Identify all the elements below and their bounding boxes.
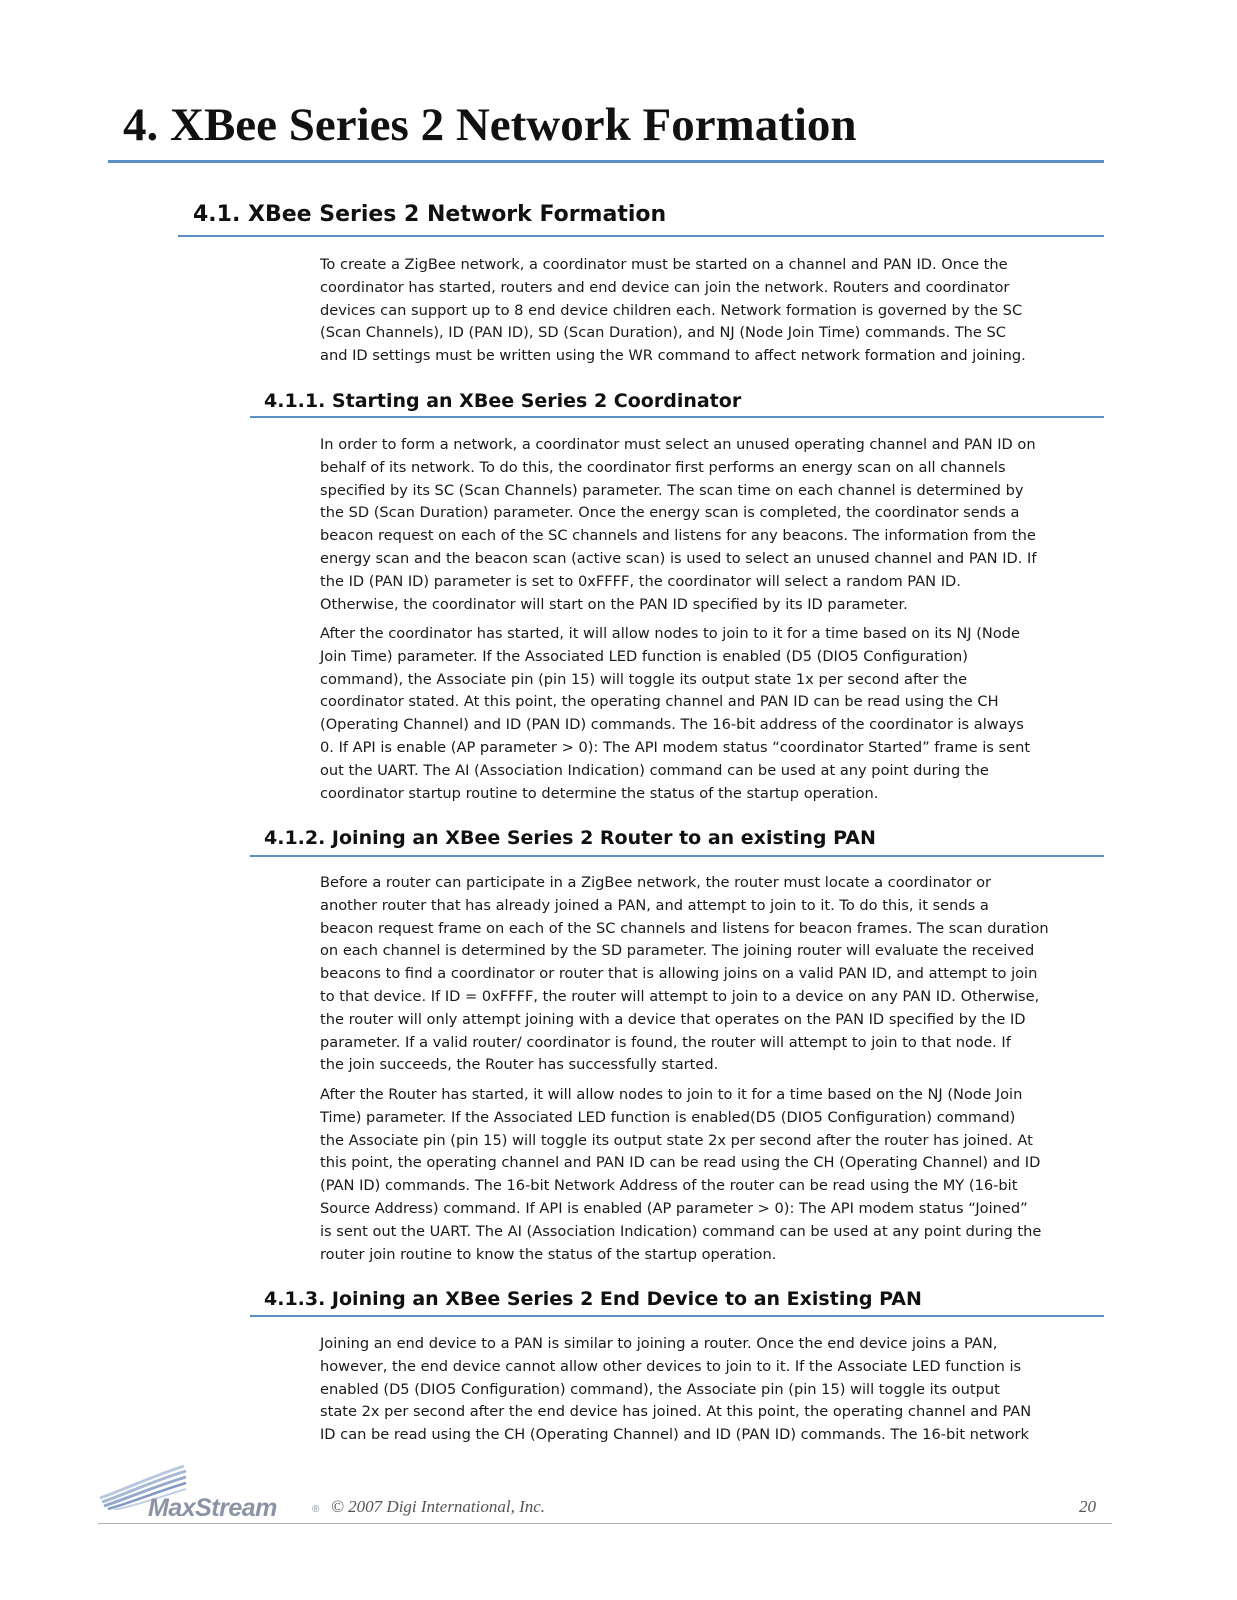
text-line: Otherwise, the coordinator will start on the PAN ID specified by its ID parameter. (320, 595, 908, 613)
text-line: the Associate pin (pin 15) will toggle its output state 2x per second after the router has joined. At (320, 1131, 1033, 1149)
text-line: command), the Associate pin (pin 15) will toggle its output state 1x per second after the (320, 670, 968, 688)
text-line: behalf of its network. To do this, the coordinator first performs an energy scan on all channels (320, 458, 1006, 476)
text-line: the router will only attempt joining with a device that operates on the PAN ID specified by the ID (320, 1010, 1026, 1028)
router-paragraph-2 (320, 1084, 1104, 1266)
text-line: parameter. If a valid router/ coordinator is found, the router will attempt to join to that node. If (320, 1033, 1011, 1051)
text-line: enabled (D5 (DIO5 Configuration) command), the Associate pin (pin 15) will toggle its output (320, 1380, 1000, 1398)
text-line: coordinator has started, routers and end device can join the network. Routers and coordinator (320, 278, 1010, 296)
subsection-heading-end-device: 4.1.3. Joining an XBee Series 2 End Device to an Existing PAN (264, 1288, 922, 1310)
copyright-notice: © 2007 Digi International, Inc. (331, 1497, 546, 1516)
coordinator-paragraph-2 (320, 623, 1104, 805)
subsection-heading-rule (250, 855, 1104, 857)
text-line: coordinator stated. At this point, the operating channel and PAN ID can be read using the CH (320, 693, 999, 711)
text-line: however, the end device cannot allow other devices to join to it. If the Associate LED function is (320, 1357, 1022, 1375)
text-line: specified by its SC (Scan Channels) parameter. The scan time on each channel is determined by (320, 481, 1024, 499)
registered-mark: ® (312, 1504, 320, 1515)
text-line: this point, the operating channel and PAN ID can be read using the CH (Operating Channel) and ID (320, 1154, 1041, 1172)
text-line: beacons to find a coordinator or router that is allowing joins on a valid PAN ID, and attempt to join (320, 965, 1038, 983)
text-line: coordinator startup routine to determine the status of the startup operation. (320, 784, 879, 802)
text-line: is sent out the UART. The AI (Association Indication) command can be used at any point during the (320, 1222, 1042, 1240)
text-line: Joining an end device to a PAN is similar to joining a router. Once the end device joins a PAN, (320, 1335, 998, 1352)
subsection-heading-rule (250, 1315, 1104, 1317)
chapter-title: 4. XBee Series 2 Network Formation (123, 99, 857, 151)
text-line: (Scan Channels), ID (PAN ID), SD (Scan Duration), and NJ (Node Join Time) commands. The SC (320, 324, 1006, 342)
text-line: the SD (Scan Duration) parameter. Once the energy scan is completed, the coordinator sends a (320, 504, 1020, 522)
subsection-heading-coordinator: 4.1.1. Starting an XBee Series 2 Coordinator (264, 390, 742, 412)
text-line: to that device. If ID = 0xFFFF, the router will attempt to join to a device on any PAN ID. Otherwise, (320, 987, 1040, 1005)
text-line: (PAN ID) commands. The 16-bit Network Address of the router can be read using the MY (16-bit (320, 1177, 1018, 1195)
logo-wordmark: MaxStream (148, 1494, 277, 1522)
text-line: ID can be read using the CH (Operating Channel) and ID (PAN ID) commands. The 16-bit network (320, 1426, 1029, 1444)
chapter-title-rule (108, 160, 1104, 163)
subsection-heading-router: 4.1.2. Joining an XBee Series 2 Router to an existing PAN (264, 827, 876, 849)
text-line: (Operating Channel) and ID (PAN ID) commands. The 16-bit address of the coordinator is always (320, 716, 1024, 734)
maxstream-logo (98, 1460, 328, 1522)
text-line: 0. If API is enable (AP parameter > 0): The API modem status “coordinator Started” frame is sent (320, 738, 1031, 756)
text-line: After the Router has started, it will allow nodes to join to it for a time based on the NJ (Node Join (320, 1086, 1023, 1103)
text-line: Source Address) command. If API is enabled (AP parameter > 0): The API modem status “Joined” (320, 1199, 1028, 1217)
text-line: In order to form a network, a coordinator must select an unused operating channel and PAN ID on (320, 436, 1036, 453)
text-line: Time) parameter. If the Associated LED function is enabled(D5 (DIO5 Configuration) command) (320, 1108, 1016, 1126)
end-device-paragraph-1 (320, 1333, 1104, 1447)
section-heading: 4.1. XBee Series 2 Network Formation (193, 202, 667, 227)
text-line: energy scan and the beacon scan (active scan) is used to select an unused channel and PAN ID. If (320, 549, 1037, 567)
page-number: 20 (1079, 1497, 1096, 1516)
text-line: out the UART. The AI (Association Indication) command can be used at any point during the (320, 761, 989, 779)
text-line: devices can support up to 8 end device children each. Network formation is governed by the SC (320, 301, 1023, 319)
text-line: the ID (PAN ID) parameter is set to 0xFFFF, the coordinator will select a random PAN ID. (320, 572, 961, 590)
text-line: state 2x per second after the end device has joined. At this point, the operating channel and PAN (320, 1403, 1032, 1421)
subsection-heading-rule (250, 416, 1104, 418)
text-line: and ID settings must be written using the WR command to affect network formation and joining. (320, 347, 1026, 365)
coordinator-paragraph-1 (320, 434, 1104, 616)
router-paragraph-1 (320, 872, 1104, 1077)
text-line: beacon request frame on each of the SC channels and listens for beacon frames. The scan duration (320, 919, 1049, 937)
text-line: another router that has already joined a PAN, and attempt to join to it. To do this, it sends a (320, 896, 989, 914)
section-intro-paragraph (320, 254, 1104, 368)
text-line: router join routine to know the status of the startup operation. (320, 1245, 777, 1263)
section-heading-rule (178, 235, 1104, 237)
text-line: the join succeeds, the Router has successfully started. (320, 1056, 719, 1074)
text-line: Join Time) parameter. If the Associated LED function is enabled (D5 (DIO5 Configuration) (320, 647, 968, 665)
footer-rule (98, 1523, 1112, 1524)
text-line: on each channel is determined by the SD parameter. The joining router will evaluate the received (320, 942, 1035, 960)
text-line: To create a ZigBee network, a coordinator must be started on a channel and PAN ID. Once the (320, 256, 1008, 273)
text-line: After the coordinator has started, it will allow nodes to join to it for a time based on its NJ (Node (320, 625, 1021, 642)
text-line: Before a router can participate in a ZigBee network, the router must locate a coordinator or (320, 874, 992, 891)
text-line: beacon request on each of the SC channels and listens for any beacons. The information from the (320, 527, 1036, 545)
